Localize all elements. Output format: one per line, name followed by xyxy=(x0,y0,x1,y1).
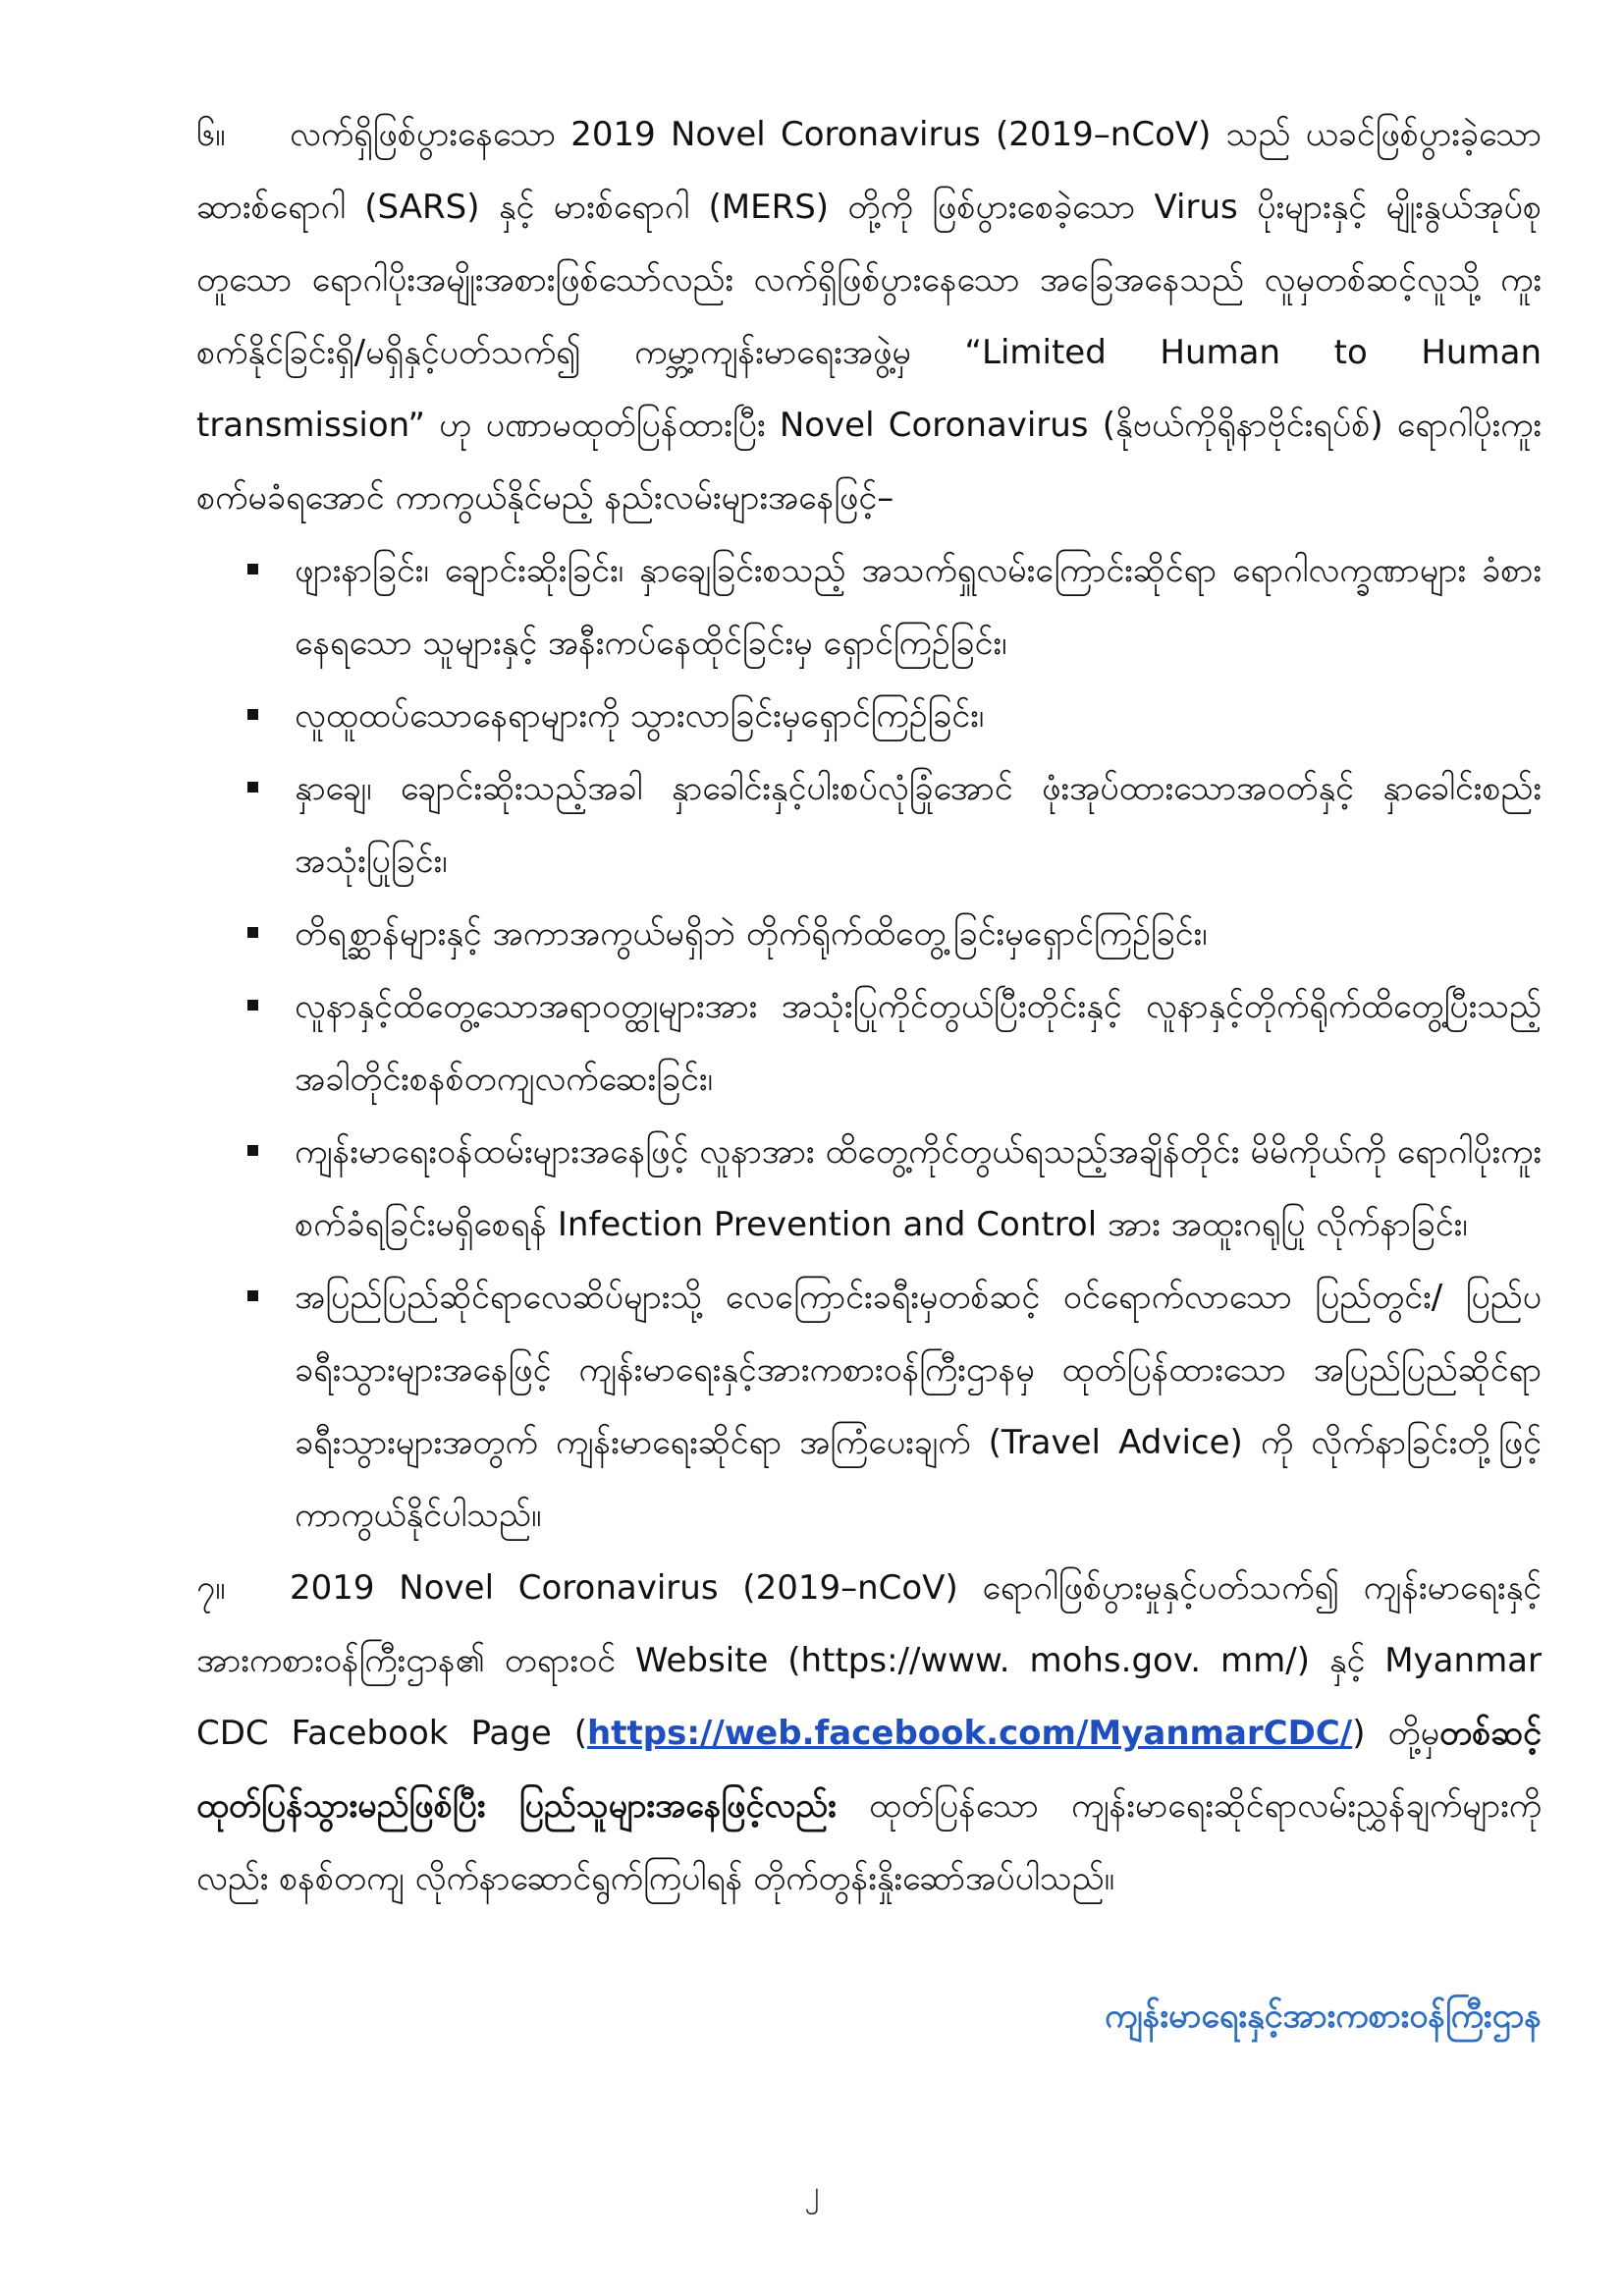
paragraph-6 xyxy=(196,98,1542,534)
list-item: ဖျားနာခြင်း၊ ချောင်းဆိုးခြင်း၊ နှာချေခြင်းစသည့် အသက်ရှူလမ်းကြောင်းဆိုင်ရာ ရောဂါလက္ခဏာများ ခံစားနေရသော သူများနှင့် အနီးကပ်နေထိုင်ခြင်းမှ ရှောင်ကြဉ်ခြင်း၊ xyxy=(196,534,1542,680)
paragraph-6-number: ၆။ xyxy=(196,115,226,154)
prevention-list xyxy=(196,534,1542,1552)
paragraph-7 xyxy=(196,1552,1542,1915)
list-item: လူနာနှင့်ထိတွေ့သောအရာဝတ္ထုများအား အသုံးပြုကိုင်တွယ်ပြီးတိုင်းနှင့် လူနာနှင့်တိုက်ရိုက်ထိတွေ့ပြီးသည့်အခါတိုင်းစနစ်တကျလက်ဆေးခြင်း၊ xyxy=(196,970,1542,1116)
paragraph-7-number: ၇။ xyxy=(196,1568,226,1608)
page-number: ၂ xyxy=(804,2175,820,2210)
list-item: လူထူထပ်သောနေရာများကို သွားလာခြင်းမှရှောင်ကြဉ်ခြင်း၊ xyxy=(196,680,1542,752)
list-item: တိရစ္ဆာန်များနှင့် အကာအကွယ်မရှိဘဲ တိုက်ရိုက်ထိတွေ့ခြင်းမှရှောင်ကြဉ်ခြင်း၊ xyxy=(196,898,1542,970)
paragraph-7-bold-text: တစ်ဆင့် ထုတ်ပြန်သွားမည်ဖြစ်ပြီး ပြည်သူများအနေဖြင့်လည်း xyxy=(196,1714,1542,1826)
paragraph-7-text-mid: ) တို့မှ xyxy=(1352,1714,1440,1753)
paragraph-7-text-end: ထုတ်ပြန်သော ကျန်းမာရေးဆိုင်ရာလမ်းညွှန်ချက်များကိုလည်း စနစ်တကျ လိုက်နာဆောင်ရွက်ကြပါရန် တိုက်တွန်းနှိုးဆော်အပ်ပါသည်။ xyxy=(196,1786,1542,1898)
facebook-page-link[interactable]: https://web.facebook.com/MyanmarCDC/ xyxy=(587,1714,1353,1753)
document-body xyxy=(196,98,1542,1915)
paragraph-7-text-start: 2019 Novel Coronavirus (2019–nCoV) ရောဂါဖြစ်ပွားမှုနှင့်ပတ်သက်၍ ကျန်းမာရေးနှင့်အားကစားဝန်ကြီးဌာန၏ တရားဝင် Website (https://www. mohs.gov. mm/) နှင့် Myanmar CDC Facebook Page ( xyxy=(196,1568,1542,1753)
ministry-signature: ကျန်းမာရေးနှင့်အားကစားဝန်ကြီးဌာန xyxy=(1105,1996,1542,2036)
paragraph-6-text: လက်ရှိဖြစ်ပွားနေသော 2019 Novel Coronavirus (2019–nCoV) သည် ယခင်ဖြစ်ပွားခဲ့သော ဆားစ်ရောဂါ (SARS) နှင့် မားစ်ရောဂါ (MERS) တို့ကို ဖြစ်ပွားစေခဲ့သော Virus ပိုးများနှင့် မျိုးနွယ်အုပ်စုတူသော ရောဂါပိုးအမျိုးအစားဖြစ်သော်လည်း လက်ရှိဖြစ်ပွားနေသော အခြေအနေသည် လူမှတစ်ဆင့်လူသို့ ကူးစက်နိုင်ခြင်းရှိ/မရှိနှင့်ပတ်သက်၍ ကမ္ဘာ့ကျန်းမာရေးအဖွဲ့မှ “Limited Human to Human transmission” ဟု ပဏာမထုတ်ပြန်ထားပြီး Novel Coronavirus (နိုဗယ်ကိုရိုနာဗိုင်းရပ်စ်) ရောဂါပိုးကူးစက်မခံရအောင် ကာကွယ်နိုင်မည့် နည်းလမ်းများအနေဖြင့်– xyxy=(196,115,1542,518)
list-item: အပြည်ပြည်ဆိုင်ရာလေဆိပ်များသို့ လေကြောင်းခရီးမှတစ်ဆင့် ဝင်ရောက်လာသော ပြည်တွင်း/ ပြည်ပခရီးသွားများအနေဖြင့် ကျန်းမာရေးနှင့်အားကစားဝန်ကြီးဌာနမှ ထုတ်ပြန်ထားသော အပြည်ပြည်ဆိုင်ရာခရီးသွားများအတွက် ကျန်းမာရေးဆိုင်ရာ အကြံပေးချက် (Travel Advice) ကို လိုက်နာခြင်းတို့ဖြင့် ကာကွယ်နိုင်ပါသည်။ xyxy=(196,1261,1542,1552)
list-item: နှာချေ၊ ချောင်းဆိုးသည့်အခါ နှာခေါင်းနှင့်ပါးစပ်လုံခြုံအောင် ဖုံးအုပ်ထားသောအဝတ်နှင့် နှာခေါင်းစည်း အသုံးပြုခြင်း၊ xyxy=(196,752,1542,898)
list-item: ကျန်းမာရေးဝန်ထမ်းများအနေဖြင့် လူနာအား ထိတွေ့ကိုင်တွယ်ရသည့်အချိန်တိုင်း မိမိကိုယ်ကို ရောဂါပိုးကူးစက်ခံရခြင်းမရှိစေရန် Infection Prevention and Control အား အထူးဂရုပြု လိုက်နာခြင်း၊ xyxy=(196,1116,1542,1261)
